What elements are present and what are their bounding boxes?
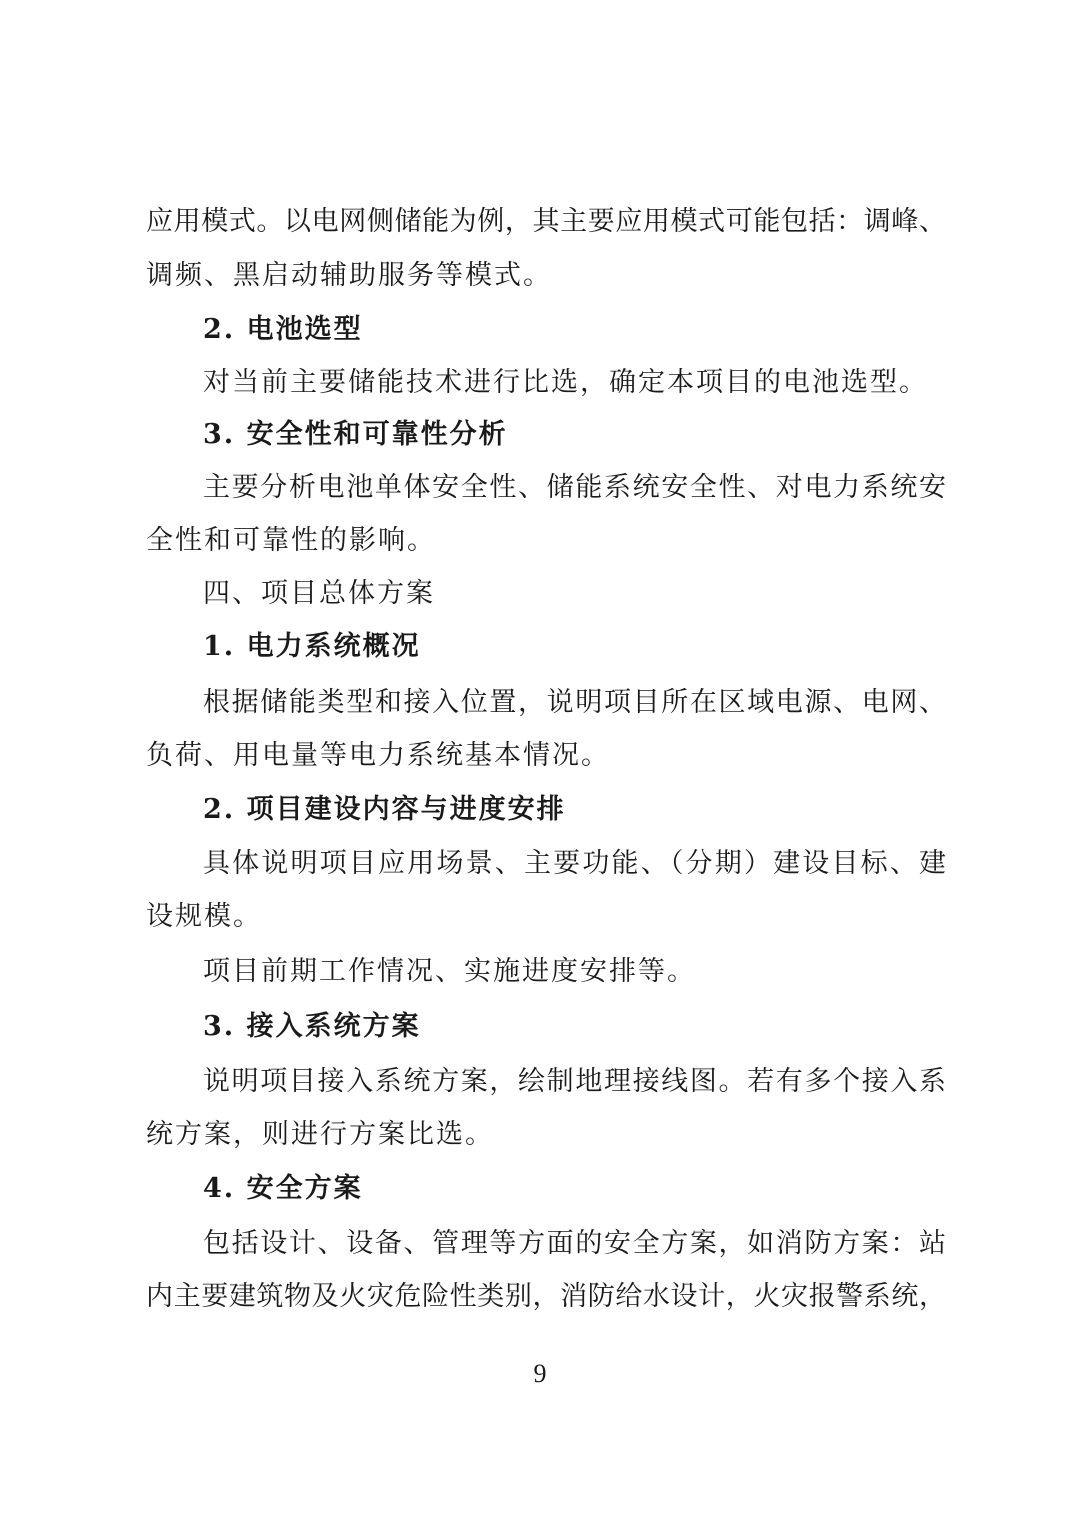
paragraph-line: 主要分析电池单体安全性、储能系统安全性、对电力系统安 xyxy=(203,472,946,503)
chapter-heading: 四、项目总体方案 xyxy=(203,578,435,609)
paragraph-line: 根据储能类型和接入位置，说明项目所在区域电源、电网、 xyxy=(203,687,946,718)
paragraph-line: 具体说明项目应用场景、主要功能、（分期）建设目标、建 xyxy=(203,848,946,879)
paragraph-line: 包括设计、设备、管理等方面的安全方案，如消防方案：站 xyxy=(203,1228,946,1259)
section-heading: 1. 电力系统概况 xyxy=(203,631,421,662)
paragraph-line: 负荷、用电量等电力系统基本情况。 xyxy=(146,740,610,771)
paragraph-line: 统方案，则进行方案比选。 xyxy=(146,1119,494,1150)
section-heading: 4. 安全方案 xyxy=(203,1173,363,1204)
paragraph-line: 项目前期工作情况、实施进度安排等。 xyxy=(203,956,696,987)
section-heading: 2. 项目建设内容与进度安排 xyxy=(203,794,566,825)
paragraph-line: 内主要建筑物及火灾危险性类别，消防给水设计，火灾报警系统， xyxy=(146,1281,946,1312)
page-number: 9 xyxy=(533,1359,547,1388)
section-heading: 2. 电池选型 xyxy=(203,314,363,345)
paragraph-line: 说明项目接入系统方案，绘制地理接线图。若有多个接入系 xyxy=(203,1066,946,1097)
paragraph-line: 应用模式。以电网侧储能为例，其主要应用模式可能包括：调峰、 xyxy=(146,206,946,237)
section-heading: 3. 安全性和可靠性分析 xyxy=(203,419,508,450)
paragraph-line: 全性和可靠性的影响。 xyxy=(146,525,436,556)
paragraph-line: 对当前主要储能技术进行比选，确定本项目的电池选型。 xyxy=(203,367,928,398)
paragraph-line: 设规模。 xyxy=(146,901,262,932)
paragraph-line: 调频、黑启动辅助服务等模式。 xyxy=(146,260,552,291)
section-heading: 3. 接入系统方案 xyxy=(203,1011,421,1042)
